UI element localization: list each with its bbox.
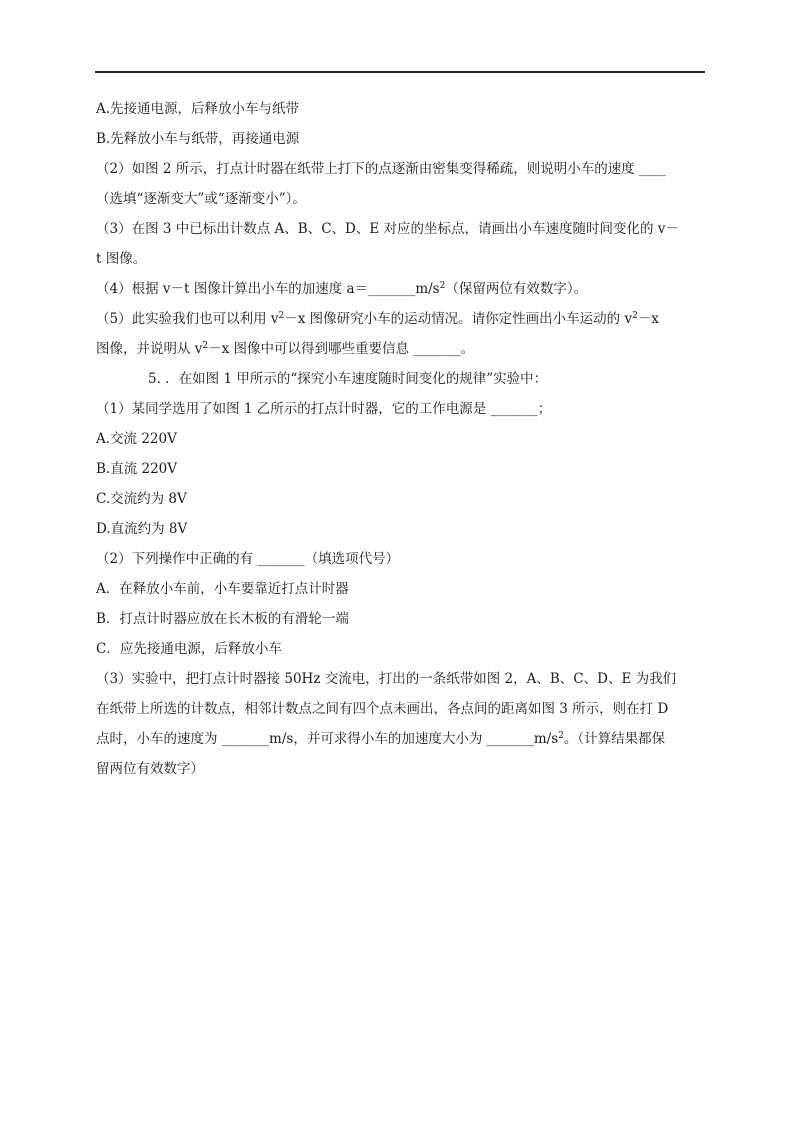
p5-option-a: A.交流 220V (96, 431, 177, 447)
superscript-2: 2 (278, 311, 285, 321)
q5-line-cont (96, 334, 716, 364)
p5-q3-line-3 (96, 724, 716, 754)
q4-text: （4）根据 v－t 图像计算出小车的加速度 a＝_______m/s (96, 281, 440, 297)
q3-line-cont: t 图像。 (96, 251, 147, 267)
q5-text-b: －x 图像研究小车的运动情况。请你定性画出小车运动的 v (284, 311, 633, 327)
p5-option-d: D.直流约为 8V (96, 521, 188, 537)
document-body (96, 94, 716, 784)
p5-q3-line: （3）实验中，把打点计时器接 50Hz 交流电，打出的一条纸带如图 2，A、B、C、D、E 为我们 (96, 671, 677, 687)
q4-line (96, 274, 716, 304)
p5-q3-text-a: 点时，小车的速度为 _______m/s，并可求得小车的加速度大小为 _______m/s (96, 731, 559, 747)
q4-text-end: （保留两位有效数字）。 (445, 281, 588, 297)
q3-line: （3）在图 3 中已标出计数点 A、B、C、D、E 对应的坐标点，请画出小车速度随时间变化的 v－ (96, 221, 679, 237)
superscript-2: 2 (439, 281, 446, 291)
p5-q2-option-a: A．在释放小车前，小车要靠近打点计时器 (96, 581, 349, 597)
p5-option-b: B.直流 220V (96, 461, 178, 477)
option-b-line: B.先释放小车与纸带，再接通电源 (96, 131, 300, 147)
p5-q3-line-4: 留两位有效数字） (96, 761, 204, 777)
q5-cont-b: －x 图像中可以得到哪些重要信息 _______。 (208, 341, 475, 357)
superscript-2: 2 (632, 311, 638, 321)
q5-text-c: －x (637, 311, 659, 327)
q5-text-a: （5）此实验我们也可以利用 v (96, 311, 279, 327)
p5-q2-option-c: C．应先接通电源，后释放小车 (96, 641, 282, 657)
p5-q3-line-2: 在纸带上所选的计数点，相邻计数点之间有四个点未画出，各点间的距离如图 3 所示，则在打 D (96, 701, 669, 717)
p5-q3-text-b: 。（计算结果都保 (563, 731, 666, 747)
q2-line-cont: （选填“逐渐变大”或“逐渐变小”）。 (96, 191, 306, 207)
superscript-2: 2 (202, 341, 209, 351)
q2-line: （2）如图 2 所示，打点计时器在纸带上打下的点逐渐由密集变得稀疏，则说明小车的速度 ____ (96, 161, 667, 177)
superscript-2: 2 (558, 731, 564, 741)
p5-q2-line: （2）下列操作中正确的有 _______（填选项代号） (96, 551, 400, 567)
p5-q2-option-b: B．打点计时器应放在长木板的有滑轮一端 (96, 611, 349, 627)
header-rule (95, 71, 705, 73)
p5-option-c: C.交流约为 8V (96, 491, 187, 507)
q5-line (96, 304, 716, 334)
p5-q1-line: （1）某同学选用了如图 1 乙所示的打点计时器，它的工作电源是 _______； (96, 401, 552, 417)
q5-cont-a: 图像，并说明从 v (96, 341, 203, 357)
problem-5-heading: 5. ．在如图 1 甲所示的“探究小车速度随时间变化的规律”实验中： (148, 371, 548, 387)
option-a-line: A.先接通电源，后释放小车与纸带 (96, 101, 300, 117)
